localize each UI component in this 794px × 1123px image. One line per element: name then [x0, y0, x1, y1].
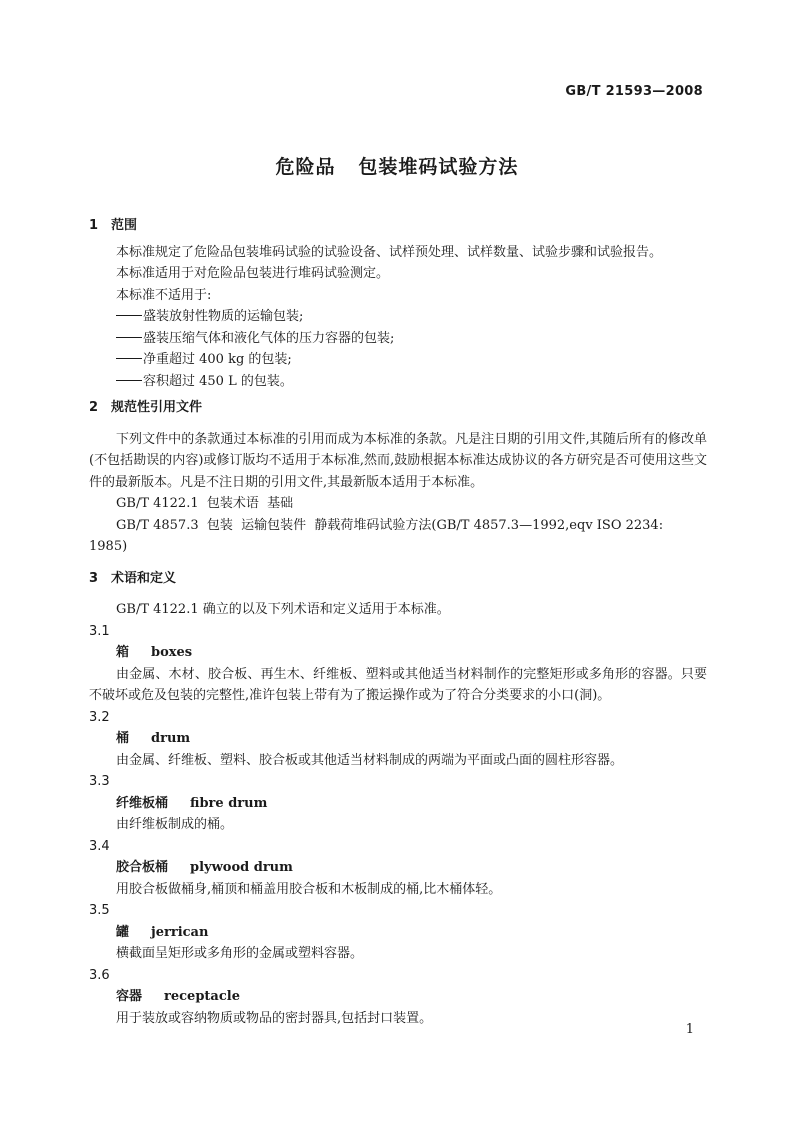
list-item: 盛装压缩气体和液化气体的压力容器的包装; — [89, 328, 707, 350]
term-name: 罐 jerrican — [116, 924, 209, 940]
term-definition: 横截面呈矩形或多角形的金属或塑料容器。 — [116, 946, 364, 961]
term-name: 桶 drum — [116, 731, 191, 746]
section-heading — [89, 215, 707, 237]
term-name: 胶合板桶 plywood drum — [116, 860, 293, 875]
term-definition: 用于装放或容纳物质或物品的密封器具,包括封口装置。 — [116, 1010, 433, 1026]
section-heading — [89, 568, 707, 590]
reference: GB/T 4122.1 包装术语 基础 — [116, 496, 294, 511]
paragraph: 本标准不适用于: — [116, 287, 212, 303]
term-name: 箱 boxes — [116, 645, 193, 660]
section-title: 术语和定义 — [111, 570, 177, 586]
list-item: 容积超过 450 L 的包装。 — [89, 371, 707, 393]
title-part1: 危险品 — [275, 156, 336, 178]
term-number: 3.2 — [89, 709, 110, 725]
document-title — [0, 152, 794, 179]
term-definition: 由金属、纤维板、塑料、胶合板或其他适当材料制成的两端为平面或凸面的圆柱形容器。 — [116, 752, 624, 768]
section-number: 1 — [89, 218, 99, 233]
reference-continued: 1985) — [89, 539, 128, 554]
section-number: 3 — [89, 570, 99, 586]
title-part2: 包装堆码试验方法 — [358, 156, 519, 178]
term-definition: 用胶合板做桶身,桶顶和桶盖用胶合板和木板制成的桶,比木桶体轻。 — [116, 881, 502, 897]
list-item: 净重超过 400 kg 的包装; — [89, 349, 707, 371]
term-number: 3.3 — [89, 774, 110, 789]
term-name: 纤维板桶 fibre drum — [116, 795, 268, 811]
paragraph: 本标准规定了危险品包装堆码试验的试验设备、试样预处理、试样数量、试验步骤和试验报告。 — [116, 244, 663, 260]
page-number: 1 — [685, 1022, 694, 1037]
paragraph: GB/T 4122.1 确立的以及下列术语和定义适用于本标准。 — [116, 602, 450, 617]
list-item: 盛装放射性物质的运输包装; — [89, 306, 707, 328]
section-number: 2 — [89, 400, 99, 415]
section-title: 范围 — [111, 218, 138, 233]
term-number: 3.6 — [89, 967, 110, 983]
term-definition: 由金属、木材、胶合板、再生木、纤维板、塑料或其他适当材料制作的完整矩形或多角形的容器。只要不破坏或危及包装的完整性,准许包装上带有为了搬运操作或为了符合分类要求的小口(洞)。 — [89, 666, 707, 703]
term-name: 容器 receptacle — [116, 989, 240, 1004]
section-heading — [89, 397, 707, 419]
paragraph: 下列文件中的条款通过本标准的引用而成为本标准的条款。凡是注日期的引用文件,其随后所有的修改单(不包括勘误的内容)或修订版均不适用于本标准,然而,鼓励根据本标准达成协议的各方研究是否可使用这些文件的最新版本。凡是不注日期的引用文件,其最新版本适用于本标准。 — [89, 431, 707, 490]
reference: GB/T 4857.3 包装 运输包装件 静载荷堆码试验方法(GB/T 4857.3—1992,eqv ISO 2234: — [116, 517, 664, 533]
section-title: 规范性引用文件 — [111, 400, 203, 415]
paragraph: 本标准适用于对危险品包装进行堆码试验测定。 — [116, 266, 390, 281]
term-definition: 由纤维板制成的桶。 — [116, 817, 234, 832]
term-number: 3.1 — [89, 623, 110, 639]
document-body — [89, 215, 707, 1029]
term-number: 3.5 — [89, 903, 110, 918]
term-number: 3.4 — [89, 838, 110, 854]
standard-id: GB/T 21593—2008 — [565, 84, 703, 99]
